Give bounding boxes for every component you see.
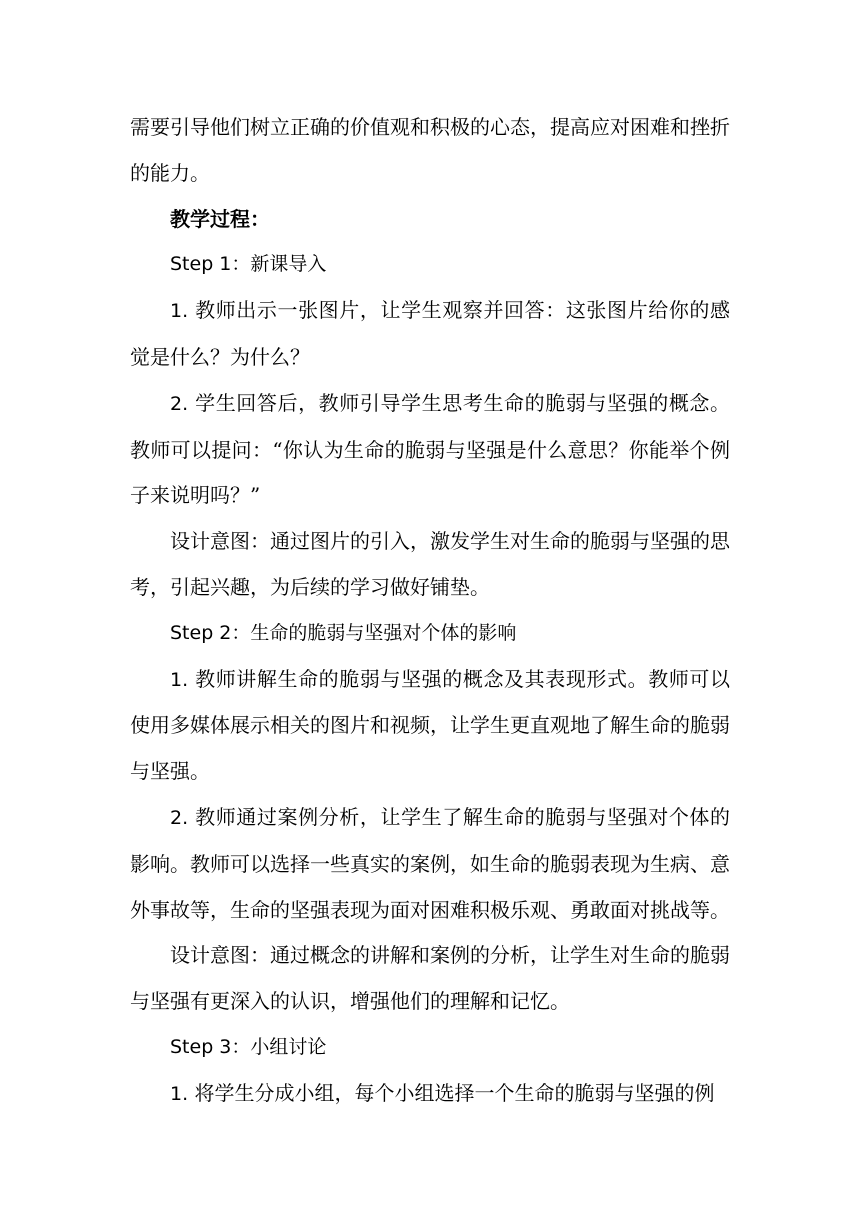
step2-item1-text: 教师讲解生命的脆弱与坚强的概念及其表现形式。教师可以使用多媒体展示相关的图片和视频，让学生更直观地了解生命的脆弱与坚强。	[130, 666, 731, 784]
document-body	[130, 105, 730, 1118]
step1-design-intent: 设计意图：通过图片的引入，激发学生对生命的脆弱与坚强的思考，引起兴趣，为后续的学习做好铺垫。	[130, 529, 730, 599]
step2-item1-number: 1.	[170, 668, 189, 691]
step2-item1	[130, 657, 730, 795]
step2-item2-number: 2.	[170, 806, 189, 829]
step2-item2-text: 教师通过案例分析，让学生了解生命的脆弱与坚强对个体的影响。教师可以选择一些真实的案例，如生命的脆弱表现为生病、意外事故等，生命的坚强表现为面对困难积极乐观、勇敢面对挑战等。	[130, 804, 731, 922]
step3-item1-number: 1.	[170, 1082, 189, 1105]
step3-item1-text: 将学生分成小组，每个小组选择一个生命的脆弱与坚强的例	[194, 1080, 715, 1105]
step1-item1-number: 1.	[170, 300, 189, 323]
step1-item2-number: 2.	[170, 392, 189, 415]
step1-item1	[130, 288, 730, 381]
step3-title: Step 3：小组讨论	[170, 1035, 327, 1058]
step1-item1-text: 教师出示一张图片，让学生观察并回答：这张图片给你的感觉是什么？为什么？	[130, 298, 731, 369]
step1-item2-text: 学生回答后，教师引导学生思考生命的脆弱与坚强的概念。教师可以提问：“你认为生命的脆弱与坚强是什么意思？你能举个例子来说明吗？”	[130, 390, 731, 508]
step1-title: Step 1：新课导入	[170, 253, 327, 276]
step2-design-intent: 设计意图：通过概念的讲解和案例的分析，让学生对生命的脆弱与坚强有更深入的认识，增强他们的理解和记忆。	[130, 943, 730, 1014]
step1-item2	[130, 381, 730, 519]
section-heading-teaching-process: 教学过程：	[170, 206, 270, 231]
continued-paragraph: 需要引导他们树立正确的价值观和积极的心态，提高应对困难和挫折的能力。	[130, 115, 730, 185]
step3-item1	[130, 1071, 730, 1118]
step2-item2	[130, 795, 730, 933]
step2-title: Step 2：生命的脆弱与坚强对个体的影响	[170, 621, 517, 644]
